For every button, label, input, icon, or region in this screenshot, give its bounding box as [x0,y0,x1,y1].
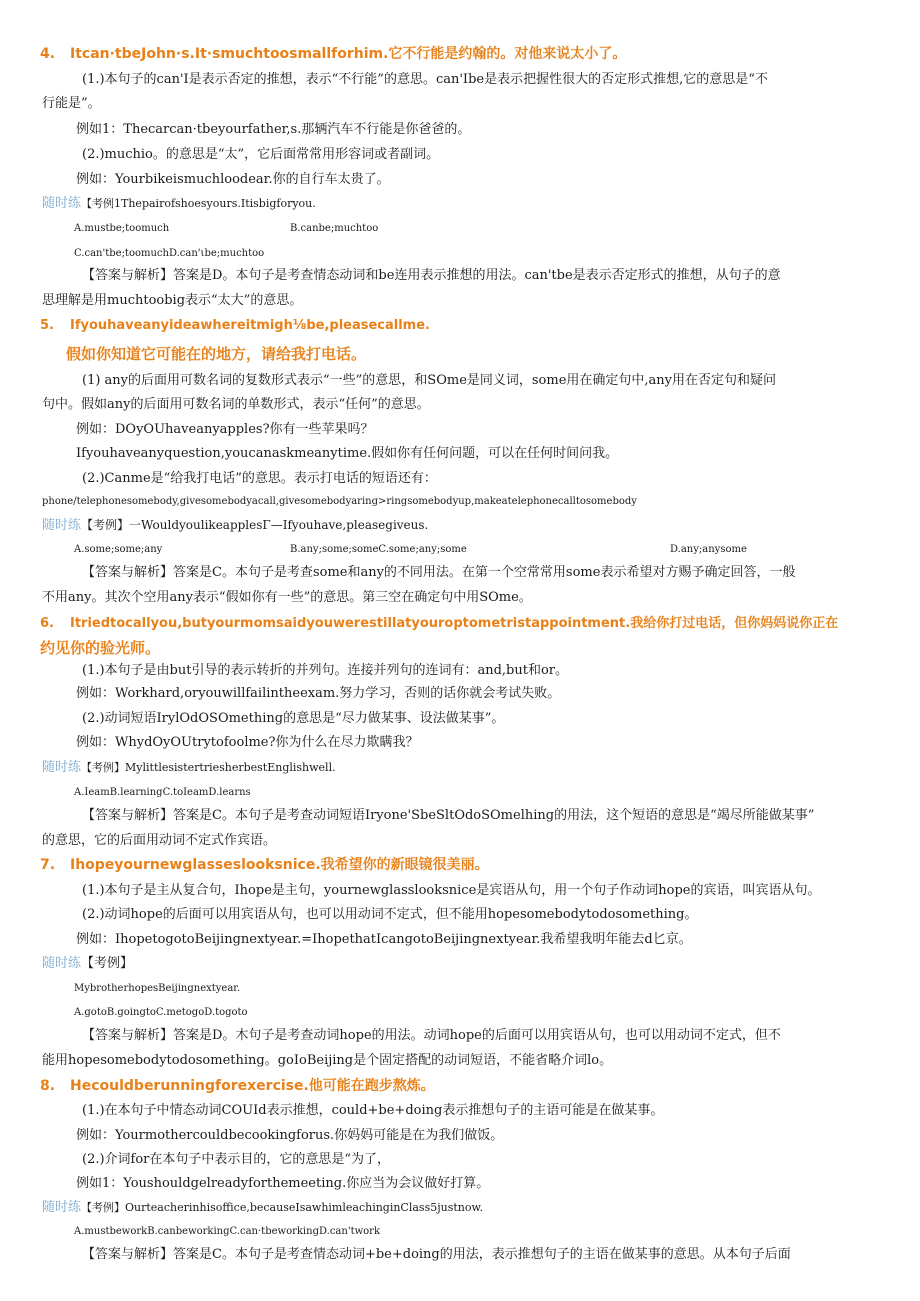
option-list: A.mustbeworkB.canbeworkingC.can·tbeworkingD.can'twork [74,1226,381,1237]
section-6-heading [40,614,838,634]
section-8-heading [40,1076,435,1096]
section-number: 6. [40,616,54,631]
paragraph: (1.)本句子是由but引导的表示转折的并列句。连接并列句的连词有：and,but和or。 [82,663,569,678]
paragraph: (1.)本句子的can'I是表示否定的推想，表示“不行能”的意思。can'Ibe是表示把握性很大的否定形式推想,它的意思是“不 [82,72,768,87]
phrase-list: phone/telephonesomebody,givesomebodyacall,givesomebodyaring>ringsomebodyup,makeatelephonecalltosomebody [42,496,637,507]
section-6-heading-cont: 约见你的验光师。 [40,639,161,657]
answer: 不用any。其次个空用any表示“假如你有一些”的意思。第三空在确定句中用SOme。 [42,590,532,605]
paragraph: 句中。假如any的后面用可数名词的单数形式，表示“任何”的意思。 [42,397,430,412]
option: C.can'tbe;toomuchD.can'ιbe;muchtoo [74,248,265,259]
paragraph: (2.)muchio。的意思是“太”，它后面常常用形容词或者副词。 [82,147,440,162]
answer: 能用hopesomebodytodosomething。goIoBeijing是个固定搭配的动词短语，不能省略介词lo。 [42,1053,613,1068]
option: B.any;some;someC.some;any;some [290,544,467,555]
heading-text: Hecouldberunningforexercise.他可能在跑步熬炼。 [70,1078,435,1094]
example: 例如：WhydOyOUtrytofoolme?你为什么在尽力欺瞒我？ [76,735,419,750]
example: 例如：DOyOUhaveanyapples?你有一些苹果吗？ [76,422,374,437]
practice-line [42,758,336,778]
option: A.some;some;any [74,544,163,555]
answer: 【答案与解析】答案是C。本句子是考查情态动词+be+doing的用法，表示推想句子的主语在做某事的意思。从本句子后面 [82,1247,791,1262]
option: D.any;anysome [670,544,747,555]
answer: 【答案与解析】答案是C。本句子是考查some和any的不同用法。在第一个空常常用some表示希望对方赐予确定回答，一般 [82,565,796,580]
practice-text: 【考例】一WouldyoulikeapplesΓ—Ifyouhave,pleasegiveus. [81,518,429,532]
section-7-heading [40,855,489,875]
paragraph: (2.)动词短语IrylOdOSOmething的意思是“尽力做某事、设法做某事”。 [82,711,505,726]
heading-text: Itcan·tbeJohn·s.It·smuchtoosmallforhim.它不行能是约翰的。对他来说太小了。 [70,46,627,62]
section-number: 5. [40,318,54,333]
example: 例如1：Thecarcan·tbeyourfather,s.那辆汽车不行能是你爸爸的。 [76,122,471,137]
section-number: 4. [40,46,56,62]
section-number: 8. [40,1078,56,1094]
practice-text: 【考例】Ourteacherinhisoffice,becauseIsawhimleachinginClass5justnow. [81,1201,484,1214]
paragraph: (2.)动词hope的后面可以用宾语从句，也可以用动词不定式，但不能用hopesomebodytodosomething。 [82,907,698,922]
answer: 【答案与解析】答案是C。本句子是考查动词短语Iryone'SbeSltOdoSOmelhing的用法，这个短语的意思是“竭尽所能做某事” [82,808,815,823]
practice-label: 随时练 [42,1200,82,1215]
practice-line [42,954,133,974]
example: 例如：Yourbikeismuchloodear.你的自行车太贵了。 [76,172,390,187]
paragraph: (1) any的后面用可数名词的复数形式表示“一些”的意思，和SOme是同义词，some用在确定句中,any用在否定句和疑问 [82,373,777,388]
section-5-heading [40,316,430,336]
practice-label: 随时练 [42,956,82,971]
section-4-heading [40,44,626,64]
paragraph: (1.)本句子是主从复合句，Ihope是主句，yournewglasslooksnice是宾语从句，用一个句子作动词hope的宾语，叫宾语从句。 [82,883,821,898]
practice-line [42,515,428,536]
example: 例如1：Youshouldgelreadyforthemeeting.你应当为会议做好打算。 [76,1176,490,1191]
practice-label: 随时练 [42,760,82,775]
heading-text: Ifyouhaveanyideawhereitmigh⅛be,pleasecallme. [70,318,430,333]
heading-text: Ihopeyournewglasseslooksnice.我希望你的新眼镜很美丽。 [70,857,489,873]
option: B.canbe;muchtoo [290,223,379,234]
heading-text: Itriedtocallyou,butyourmomsaidyouwerestillatyouroptometristappointment.我给你打过电话，但你妈妈说你正在 [70,616,839,631]
practice-text: 【考例】 [81,956,134,971]
paragraph: (2.)介词for在本句子中表示目的，它的意思是“为了， [82,1152,391,1167]
answer: 【答案与解析】答案是D。本句子是考查情态动词和be连用表示推想的用法。can'tbe是表示否定形式的推想，从句子的意 [82,268,781,283]
answer: 思理解是用muchtoobig表示“太大”的意思。 [42,293,303,308]
paragraph: (2.)Canme是“给我打电话”的意思。表示打电话的短语还有： [82,471,437,486]
example: 例如：Yourmothercouldbecookingforus.你妈妈可能是在为我们做饭。 [76,1128,504,1143]
paragraph: 行能是”。 [42,96,101,111]
option: A.mustbe;toomuch [74,223,170,234]
answer: 的意思，它的后面用动词不定式作宾语。 [42,833,277,848]
example: 例如：IhopetogotoBeijingnextyear.=IhopethatIcangotoBeijingnextyear.我希望我明年能去d匕京。 [76,932,692,947]
practice-sentence: MybrotherhopesBeijingnextyear. [74,983,241,994]
example: 例如：Workhard,oryouwillfailintheexam.努力学习，否则的话你就会考试失败。 [76,686,561,701]
practice-text: 【考例1Thepairofshoesyours.Itisbigforyou. [81,197,316,210]
practice-label: 随时练 [42,518,82,533]
option-list: A.gotoB.goingtoC.metogoD.togoto [74,1007,248,1018]
practice-line [42,194,316,214]
practice-label: 随时练 [42,196,82,211]
section-5-heading-cn: 假如你知道它可能在的地方，请给我打电话。 [66,345,367,363]
section-number: 7. [40,857,56,873]
example: Ifyouhaveanyquestion,youcanaskmeanytime.假如你有任何问题，可以在任何时间问我。 [76,446,619,461]
answer: 【答案与解析】答案是D。木句子是考查动词hope的用法。动词hope的后面可以用宾语从句，也可以用动词不定式，但不 [82,1028,781,1043]
practice-line [42,1198,483,1218]
practice-text: 【考例】MylittlesistertriesherbestEnglishwell. [81,761,336,774]
paragraph: (1.)在本句子中情态动词COUId表示推想，could+be+doing表示推想句子的主语可能是在做某事。 [82,1103,664,1118]
option-list: A.IeamB.learningC.toIeamD.learns [74,787,251,798]
